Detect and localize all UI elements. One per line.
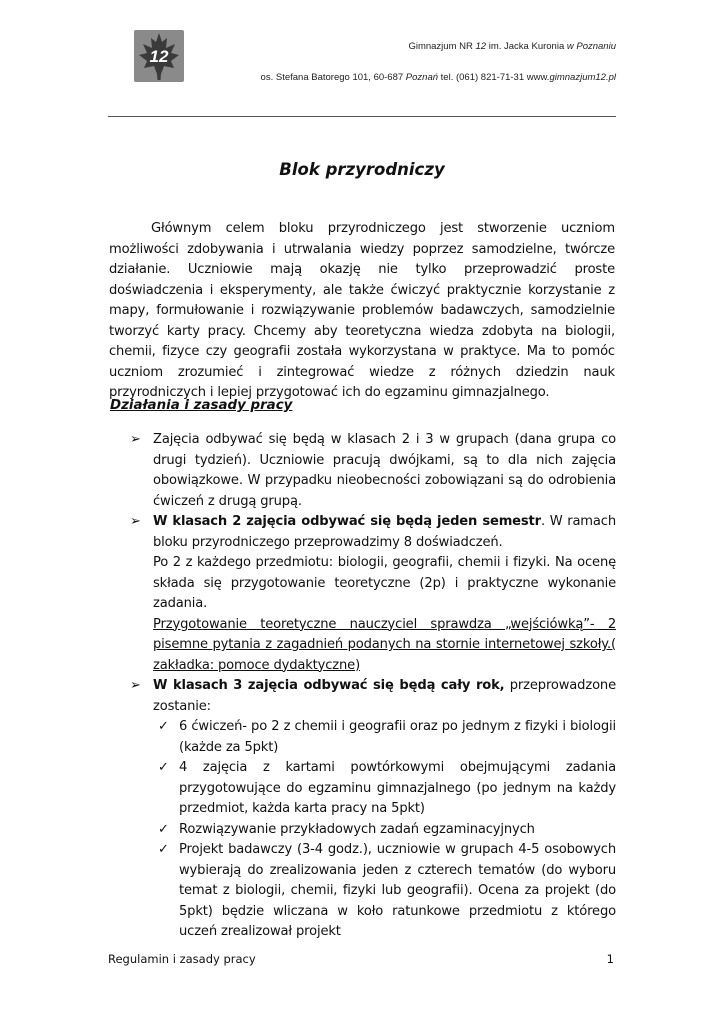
sub-list-item: ✓ 4 zajęcia z kartami powtórkowymi obejmującymi zadania przygotowujące do egzaminu gimnazjalnego (po jednym na każdy przedmiot, każda karta pracy na 5pkt) [158, 760, 616, 816]
checkmark-icon: ✓ [158, 760, 169, 775]
list-item-text: Zajęcia odbywać się będą w klasach 2 i 3 w grupach (dana grupa co drugi tydzień). Uczniowie pracują dwójkami, są to dla nich zajęcia obowiązkowe. W przypadku nieobecności zobowiązani są do odrobienia ćwiczeń z drugą grupą. [153, 432, 616, 509]
maple-leaf-logo [134, 30, 184, 82]
arrow-bullet-icon: ➢ [130, 514, 141, 529]
sub-list-item: ✓ Rozwiązywanie przykładowych zadań egzaminacyjnych [130, 820, 616, 841]
list-item [130, 512, 616, 676]
logo-number: 12 [149, 47, 169, 66]
intro-paragraph: Głównym celem bloku przyrodniczego jest stworzenie uczniom możliwości zdobywania i utrwalania wiedzy poprzez samodzielne, twórcze działanie. Uczniowie mają okazję nie tylko przeprowadzić proste doświadczenia i eksperymenty, ale także ćwiczyć praktycznie korzystanie z mapy, formułowanie i rozwiązywanie problemów badawczych, samodzielnie tworzyć karty pracy. Chcemy aby teoretyczna wiedza zdobyta na biologii, chemii, fizyce czy geografii została wykorzystana w praktyce. Ma to pomóc uczniom zrozumieć i zintegrować wiedze z różnych dziedzin nauk przyrodniczych i lepiej przygotować ich do egzaminu gimnazjalnego. [109, 221, 615, 400]
list-item-text: W klasach 3 zajęcia odbywać się będą cały rok, przeprowadzone zostanie: [153, 678, 616, 714]
checkmark-icon: ✓ [158, 821, 169, 837]
rules-list [130, 430, 616, 943]
arrow-bullet-icon: ➢ [130, 678, 141, 693]
list-item [130, 676, 616, 717]
list-item-text: W klasach 2 zajęcia odbywać się będą jeden semestr. W ramach bloku przyrodniczego przeprowadzimy 8 doświadczeń. [153, 514, 616, 550]
section-heading: Działania i zasady pracy [110, 398, 293, 413]
list-item-text: Po 2 z każdego przedmiotu: biologii, geografii, chemii i fizyki. Na ocenę składa się przygotowanie teoretyczne (2p) i praktyczne wykonanie zadania. [153, 555, 616, 611]
checkmark-icon: ✓ [158, 842, 169, 857]
arrow-bullet-icon: ➢ [130, 432, 141, 447]
sub-list-item: ✓ Projekt badawczy (3-4 godz.), uczniowie w grupach 4-5 osobowych wybierają do zrealizowania jeden z czterech tematów (do wyboru temat z biologii, chemii, fizyki lub geografii). Ocena za projekt (do 5pkt) będzie wliczana w koło ratunkowe przedmiotu z którego uczeń zrealizował projekt [158, 842, 616, 939]
page-number: 1 [606, 952, 614, 966]
school-name: Gimnazjum NR 12 im. Jacka Kuronia w Poznaniu [408, 41, 616, 52]
list-item-underlined-text: Przygotowanie teoretyczne nauczyciel sprawdza „wejściówką”- 2 pisemne pytania z zagadnień podanych na stornie internetowej szkoły.( zakładka: pomoce dydaktyczne) [153, 616, 616, 673]
page-title: Blok przyrodniczy [279, 160, 445, 179]
checkmark-icon: ✓ [158, 719, 169, 734]
footer-title: Regulamin i zasady pracy [108, 952, 256, 966]
list-item [130, 430, 616, 512]
school-address: os. Stefana Batorego 101, 60-687 Poznań tel. (061) 821-71-31 www.gimnazjum12.pl [260, 72, 616, 83]
sub-list [130, 717, 616, 943]
sub-list-item: ✓ 6 ćwiczeń- po 2 z chemii i geografii oraz po jednym z fizyki i biologii (każde za 5pkt) [158, 719, 616, 755]
header-divider [108, 116, 616, 117]
